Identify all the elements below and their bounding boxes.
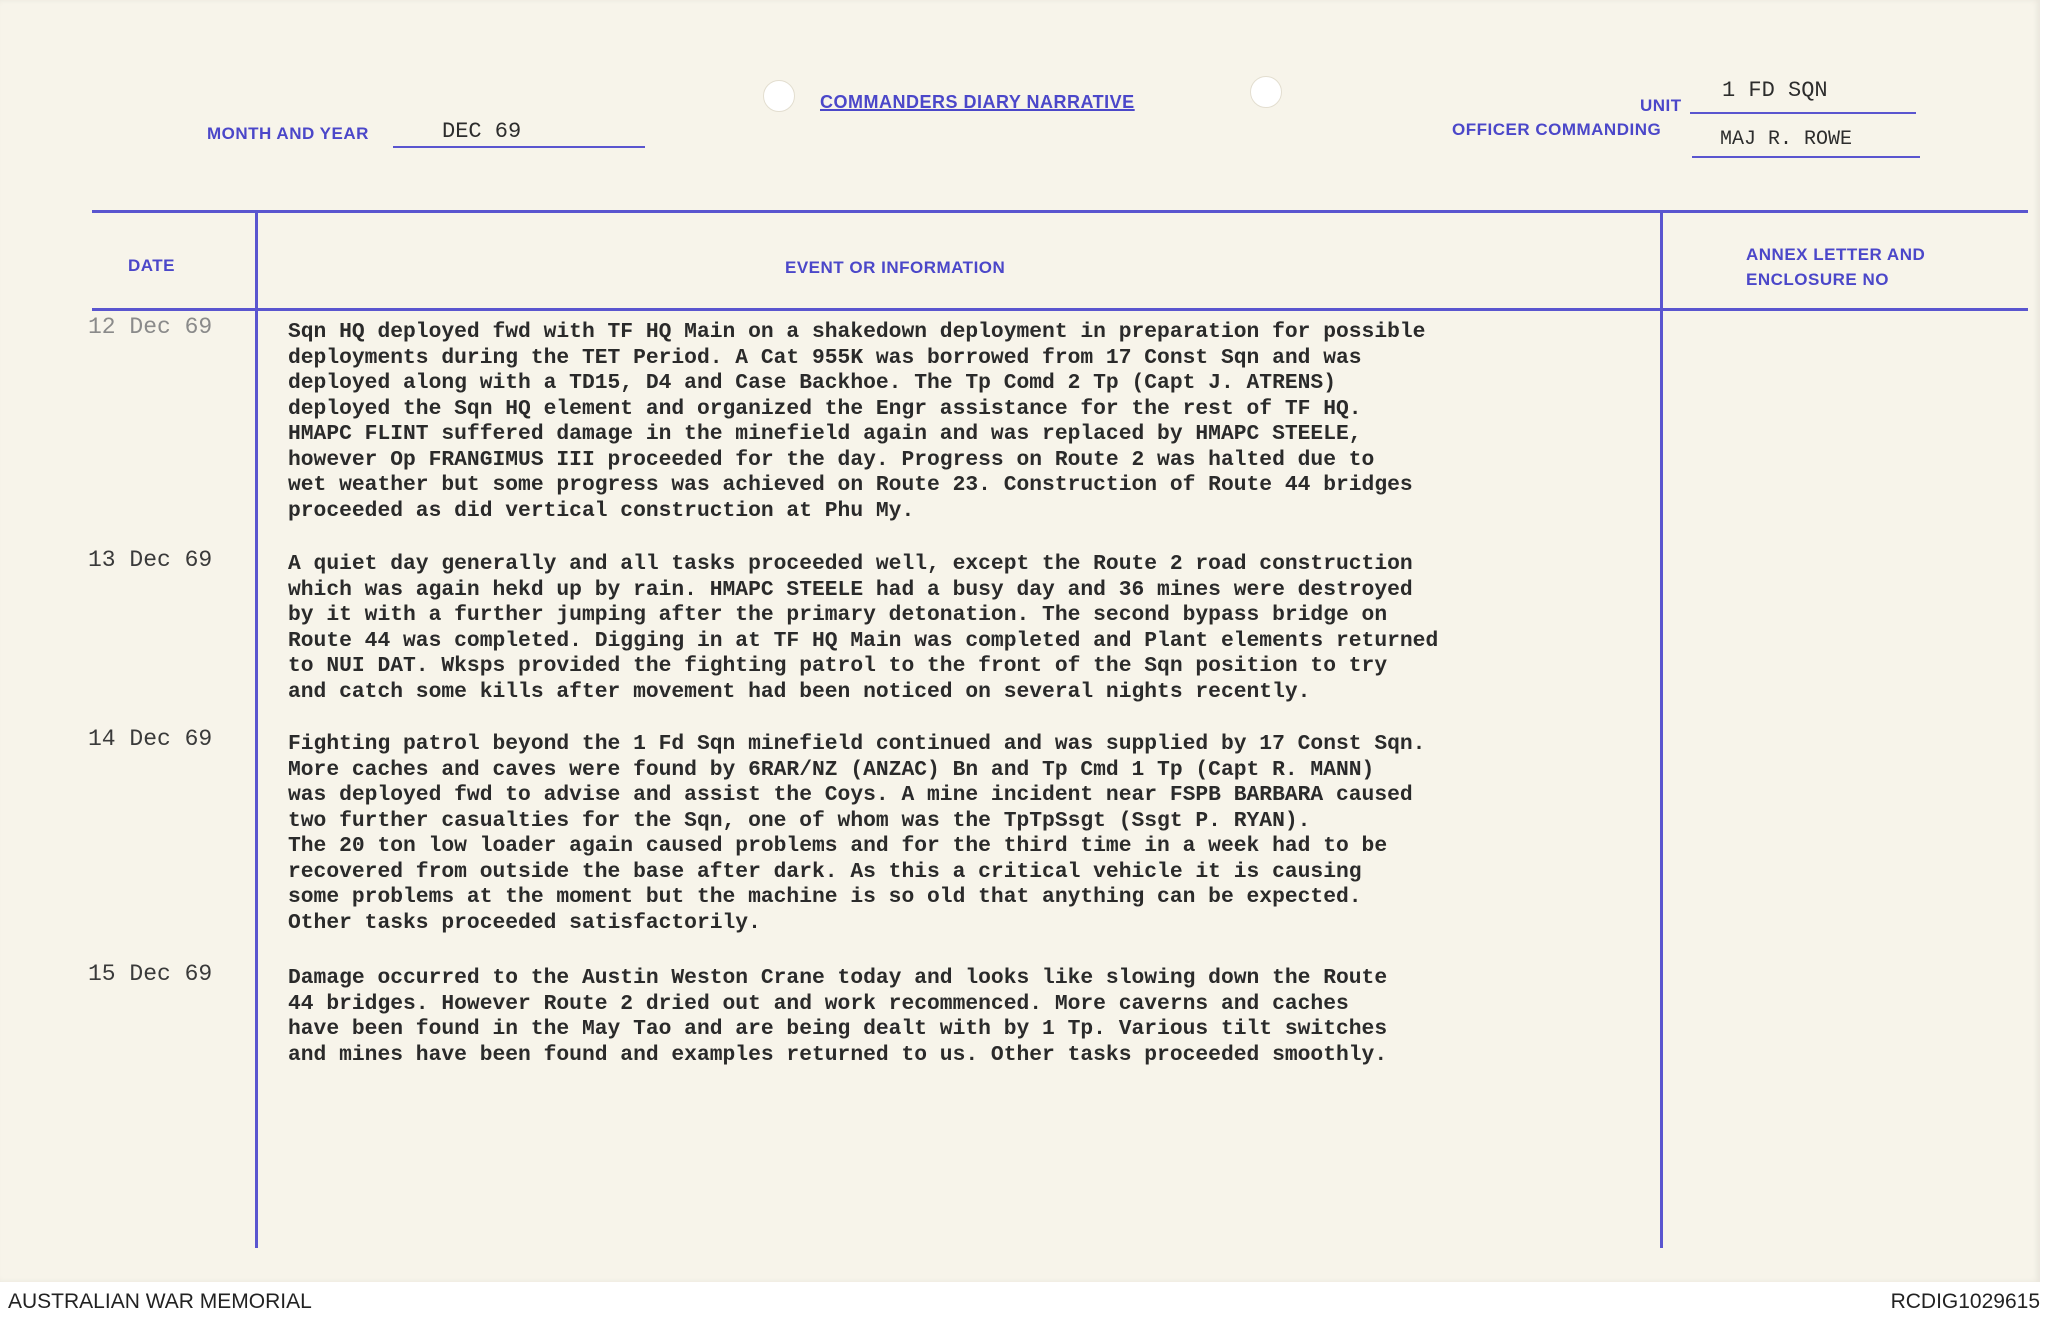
column-header-annex-line1: ANNEX LETTER AND bbox=[1746, 245, 1926, 264]
column-header-annex-line2: ENCLOSURE NO bbox=[1746, 270, 1889, 289]
punch-hole-right bbox=[1250, 76, 1282, 108]
unit-label: UNIT bbox=[1640, 96, 1682, 115]
entry-text-4: Damage occurred to the Austin Weston Crane today and looks like slowing down the Route 44 bridges. However Route 2 dried out and work recommenced. More caverns and caches have been found in the May Tao and are being dealt with by 1 Tp. Various tilt switches and mines have been found and examples returned to us. Other tasks proceeded smoothly. bbox=[288, 966, 1388, 1067]
entry-date-1: 12 Dec 69 bbox=[88, 314, 213, 340]
unit-value: 1 FD SQN bbox=[1722, 78, 1828, 103]
month-year-underline bbox=[393, 146, 645, 148]
entry-date-4: 15 Dec 69 bbox=[88, 961, 213, 987]
month-year-value: DEC 69 bbox=[442, 119, 522, 144]
table-header-rule bbox=[92, 308, 2028, 311]
archive-footer bbox=[0, 1282, 2048, 1320]
column-header-date: DATE bbox=[128, 256, 176, 275]
punch-hole-left bbox=[763, 80, 795, 112]
officer-commanding-value: MAJ R. ROWE bbox=[1720, 128, 1853, 151]
entry-text-3: Fighting patrol beyond the 1 Fd Sqn minefield continued and was supplied by 17 Const Sqn. More caches and caves were found by 6RAR/NZ (ANZAC) Bn and Tp Cmd 1 Tp (Capt R. MANN) was deployed fwd to advise and assist the Coys. A mine incident near FSPB BARBARA caused two further casualties for the Sqn, one of whom was the TpTpSsgt (Ssgt P. RYAN). The 20 ton low loader again caused problems and for the third time in a week had to be recovered from outside the base after dark. As this a critical vehicle it is causing some problems at the moment but the machine is so old that anything can be expected. Other tasks proceeded satisfactorily. bbox=[288, 732, 1426, 935]
entry-date-3: 14 Dec 69 bbox=[88, 726, 213, 752]
month-year-label: MONTH AND YEAR bbox=[207, 124, 369, 143]
unit-underline bbox=[1690, 112, 1916, 114]
officer-underline bbox=[1692, 156, 1920, 158]
column-header-event: EVENT OR INFORMATION bbox=[785, 258, 1006, 277]
entry-date-2: 13 Dec 69 bbox=[88, 547, 213, 573]
table-top-rule bbox=[92, 210, 2028, 213]
footer-institution: AUSTRALIAN WAR MEMORIAL bbox=[8, 1290, 312, 1313]
entry-text-1: Sqn HQ deployed fwd with TF HQ Main on a shakedown deployment in preparation for possible deployments during the TET Period. A Cat 955K was borrowed from 17 Const Sqn and was deployed along with a TD15, D4 and Case Backhoe. The Tp Comd 2 Tp (Capt J. ATRENS) deployed the Sqn HQ element and organized the Engr assistance for the rest of TF HQ. HMAPC FLINT suffered damage in the minefield again and was replaced by HMAPC STEELE, however Op FRANGIMUS III proceeded for the day. Progress on Route 2 was halted due to wet weather but some progress was achieved on Route 23. Construction of Route 44 bridges proceeded as did vertical construction at Phu My. bbox=[288, 320, 1426, 523]
entry-text-2: A quiet day generally and all tasks proceeded well, except the Route 2 road construction which was again hekd up by rain. HMAPC STEELE had a busy day and 36 mines were destroyed by it with a further jumping after the primary detonation. The second bypass bridge on Route 44 was completed. Digging in at TF HQ Main was completed and Plant elements returned to NUI DAT. Wksps provided the fighting patrol to the front of the Sqn position to try and catch some kills after movement had been noticed on several nights recently. bbox=[288, 552, 1439, 704]
document-title: COMMANDERS DIARY NARRATIVE bbox=[820, 92, 1135, 112]
officer-commanding-label: OFFICER COMMANDING bbox=[1452, 120, 1662, 139]
footer-record-id: RCDIG1029615 bbox=[1890, 1290, 2040, 1313]
